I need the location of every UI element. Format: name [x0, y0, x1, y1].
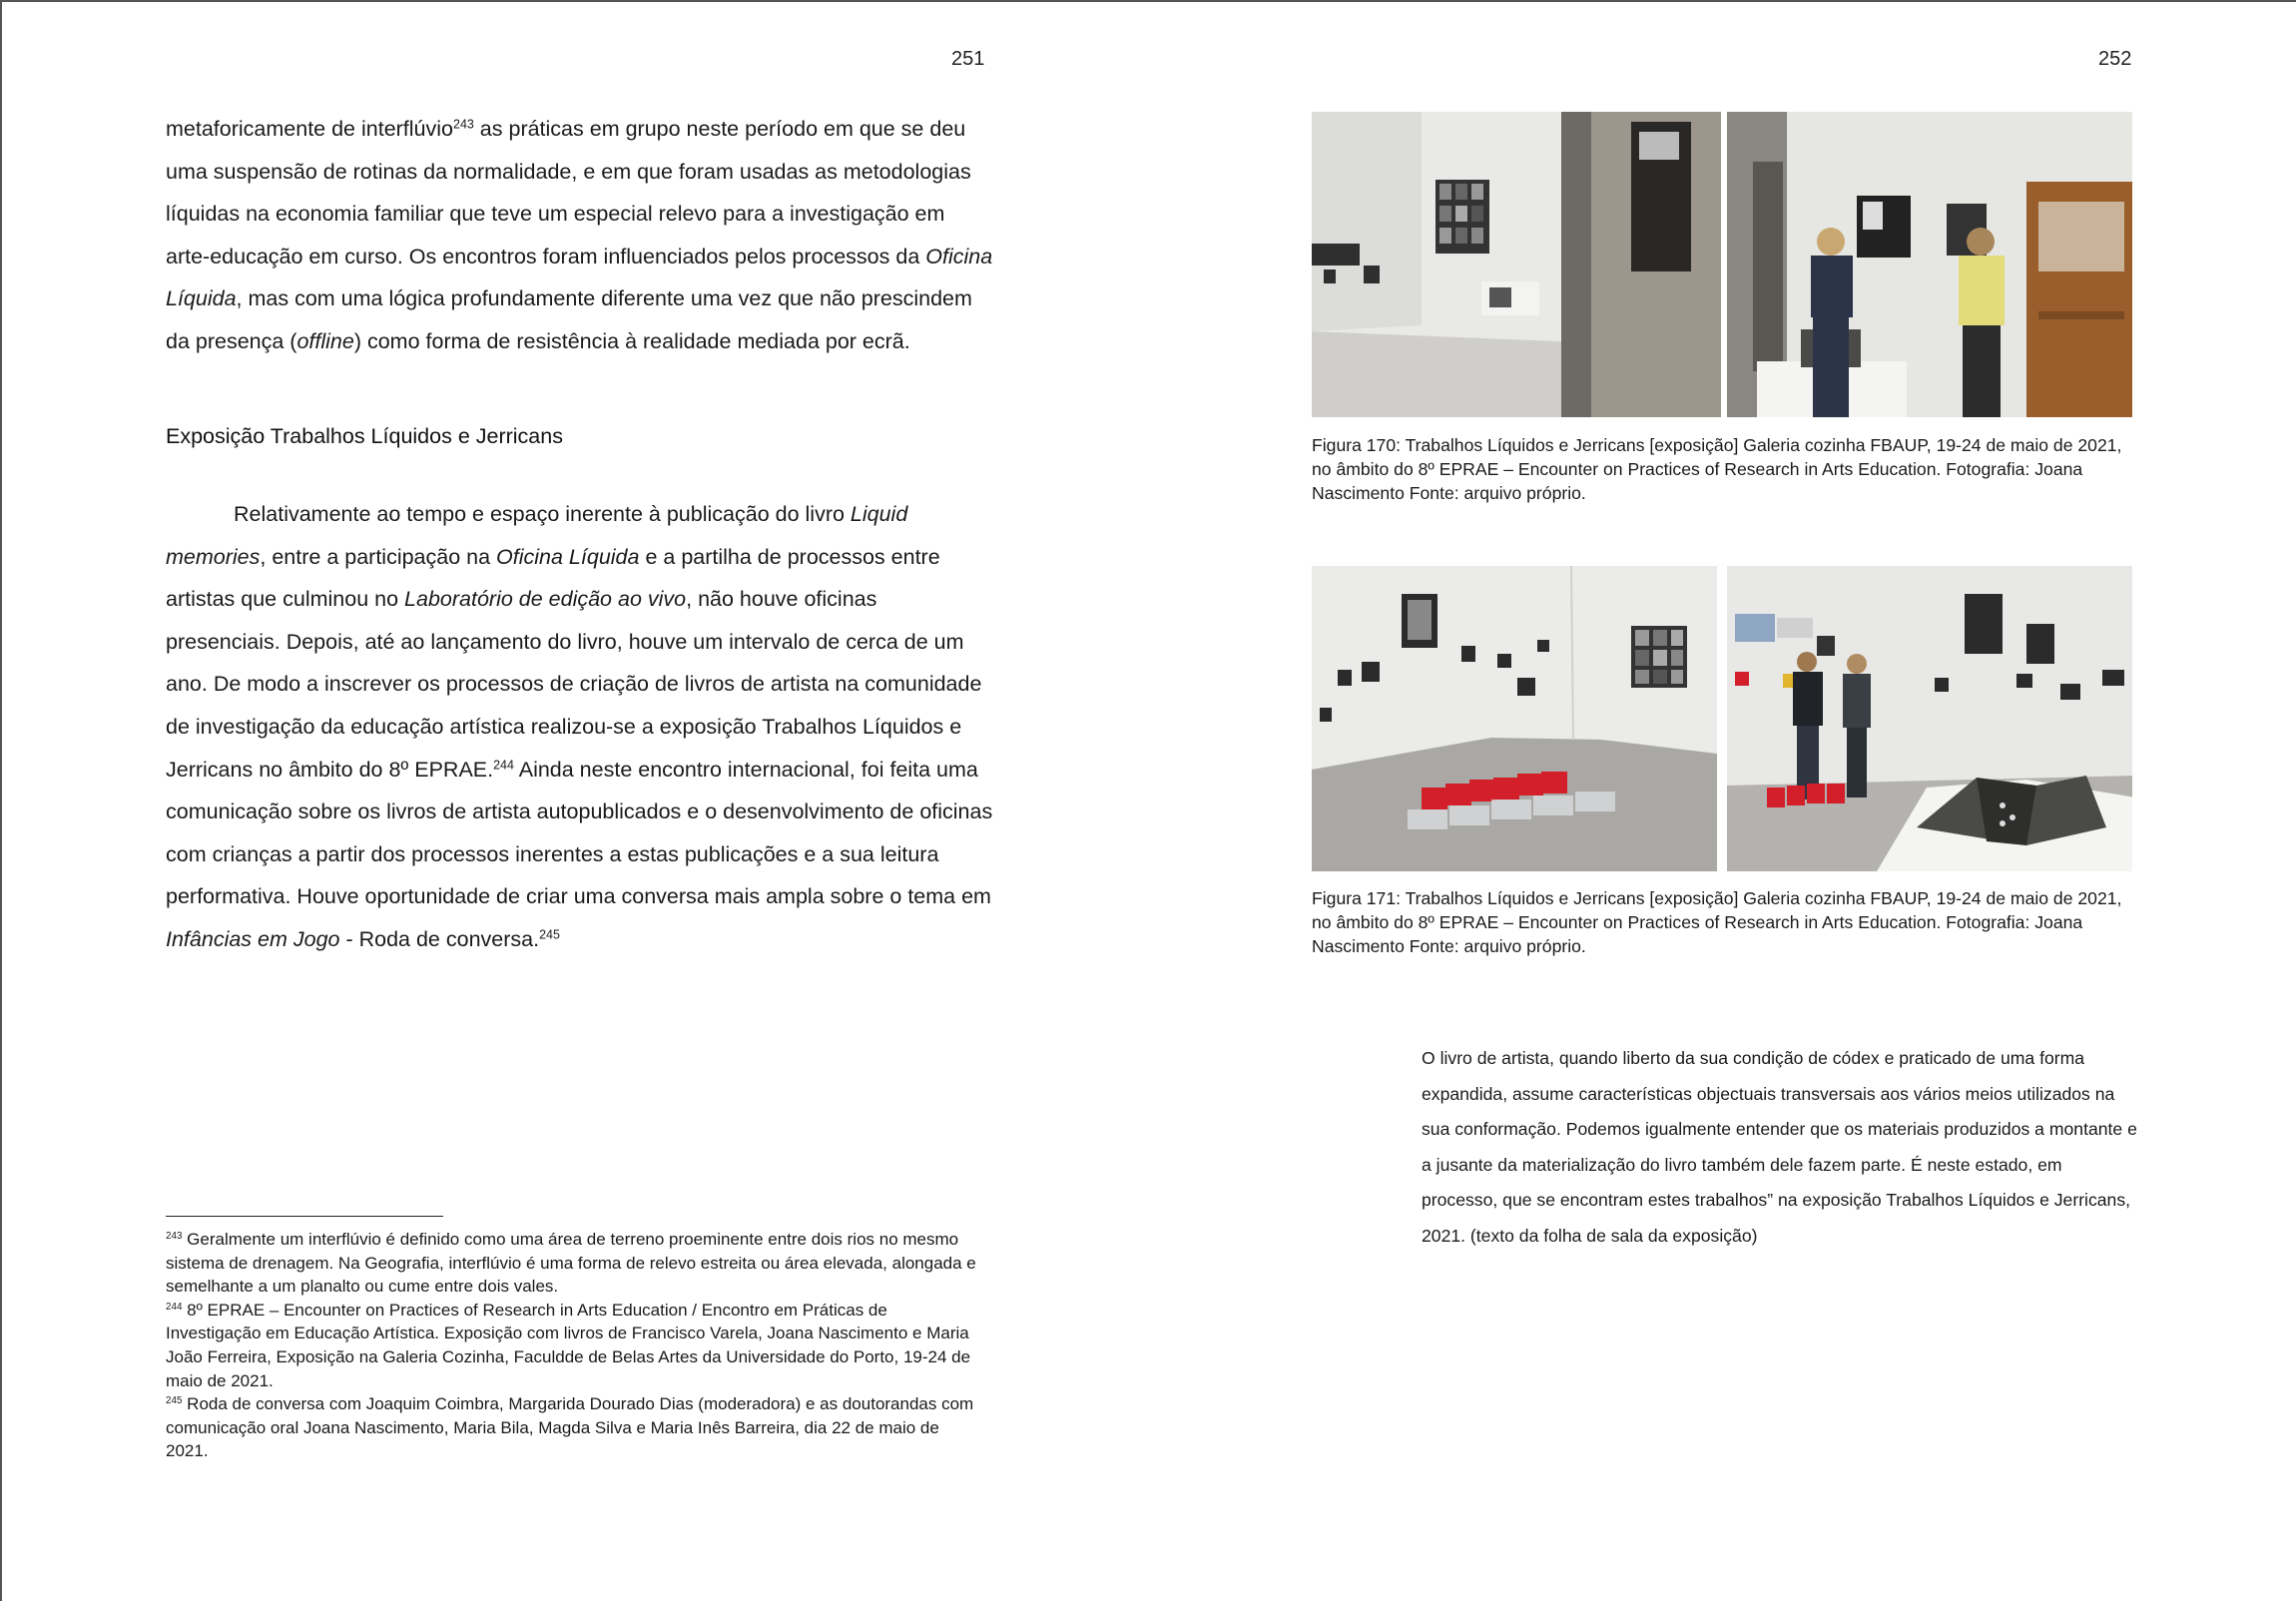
- page-number: 251: [951, 48, 985, 70]
- paragraph-content: Relativamente ao tempo e espaço inerente à publicação do livro Liquid memories, entre a participação na Oficina Líquida e a partilha de processos entre artistas que culminou no Laboratório de edição ao vivo, não houve oficinas presenciais. Depois, até ao lançamento do livro, houve um intervalo de cerca de um ano. De modo a inscrever os processos de criação de livros de artista na comunidade de investigação da educação artística realizou-se a exposição Trabalhos Líquidos e Jerricans no âmbito do 8º EPRAE.$^{244}$ Ainda neste encontro internacional, foi feita uma comunicação sobre os livros de artista autopublicados e o desenvolvimento de oficinas com crianças a partir dos processos inerentes a estas publicações e a sua leitura performativa. Houve oportunidade de criar uma conversa mais ampla sobre o tema em Infâncias em Jogo - Roda de conversa.$^{245}$: [166, 502, 993, 951]
- footnote-244: $^{244}$ 8º EPRAE – Encounter on Practices of Research in Arts Education / Encontro em Práticas de Investigação em Educação Artística. Exposição com livros de Francisco Varela, Joana Nascimento e Maria João Ferreira, Exposição na Galeria Cozinha, Faculdde de Belas Artes da Universidade do Porto, 19-24 de maio de 2021.: [166, 1300, 971, 1390]
- figure-171-caption: Figura 171: Trabalhos Líquidos e Jerricans [exposição] Galeria cozinha FBAUP, 19-24 de maio de 2021, no âmbito do 8º EPRAE – Encounter on Practices of Research in Arts Education. Fotografia: Joana Nascimento Fonte: arquivo próprio.: [1312, 888, 2122, 956]
- gallery-photo-visitors: [1727, 112, 2132, 417]
- page-number: 252: [2098, 48, 2132, 70]
- footnote-245: $^{245}$ Roda de conversa com Joaquim Coimbra, Margarida Dourado Dias (moderadora) e as doutorandas com comunicação oral Joana Nascimento, Maria Bila, Magda Silva e Maria Inês Barreira, dia 22 de maio de 2021.: [166, 1394, 974, 1461]
- body-paragraph-1: [166, 108, 994, 363]
- gallery-photo-jerricans: [1312, 566, 1721, 871]
- section-heading: Exposição Trabalhos Líquidos e Jerricans: [166, 424, 563, 448]
- figure-171-photos: [1312, 566, 2132, 871]
- exhibition-quote: O livro de artista, quando liberto da sua condição de códex e praticado de uma forma expandida, assume características objectuais transversais aos vários meios utilizados na sua conformação. Podemos igualmente entender que os materiais produzidos a montante e a jusante da materialização do livro também dele fazem parte. É neste estado, em processo, que se encontram estes trabalhos” na exposição Trabalhos Líquidos e Jerricans, 2021. (texto da folha de sala da exposição): [1422, 1048, 2137, 1246]
- figure-170-caption: Figura 170: Trabalhos Líquidos e Jerricans [exposição] Galeria cozinha FBAUP, 19-24 de maio de 2021, no âmbito do 8º EPRAE – Encounter on Practices of Research in Arts Education. Fotografia: Joana Nascimento Fonte: arquivo próprio.: [1312, 435, 2122, 503]
- figure-170-photos: [1312, 112, 2132, 417]
- gallery-photo-books-visitors: [1727, 566, 2132, 871]
- footnote-243: $^{243}$ Geralmente um interflúvio é definido como uma área de terreno proeminente entre dois rios no mesmo sistema de drenagem. Na Geografia, interflúvio é uma forma de relevo estreita ou área elevada, alongada e semelhante a um planalto ou cume entre dois vales.: [166, 1230, 976, 1297]
- paragraph-text: metaforicamente de interflúvio$^{243}$ as práticas em grupo neste período em que se deu uma suspensão de rotinas da normalidade, e em que foram usadas as metodologias líquidas na economia familiar que teve um especial relevo para a investigação em arte-educação em curso. Os encontros foram influenciados pelos processos da Oficina Líquida, mas com uma lógica profundamente diferente uma vez que não prescindem da presença (offline) como forma de resistência à realidade mediada por ecrã.: [166, 117, 993, 353]
- body-paragraph-2: [166, 493, 994, 961]
- footnotes: [166, 1228, 984, 1463]
- paragraph-text: [166, 493, 994, 961]
- footnote-separator: [166, 1216, 443, 1217]
- gallery-photo-wall-corner: [1312, 112, 1721, 417]
